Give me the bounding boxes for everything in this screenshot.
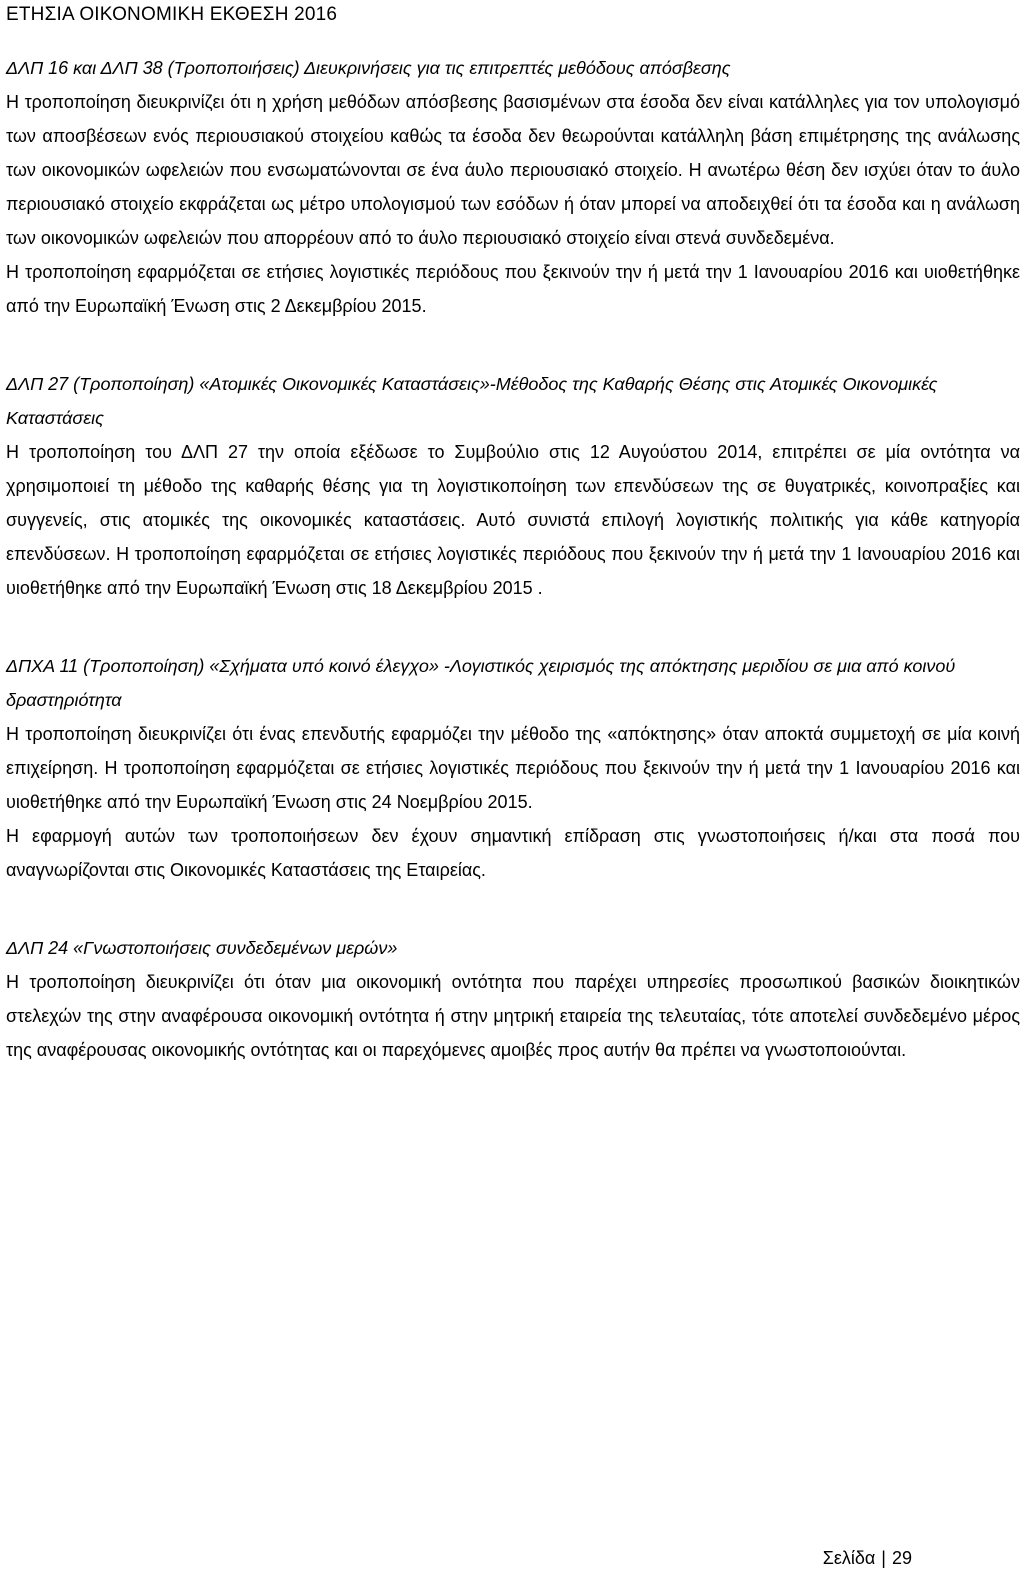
paragraph: Η εφαρμογή αυτών των τροποποιήσεων δεν έχουν σημαντική επίδραση στις γνωστοποιήσεις ή/και στα ποσά που αναγνωρίζονται στις Οικονομικές Καταστάσεις της Εταιρείας. (6, 826, 1020, 880)
section-ias27 (6, 367, 1020, 605)
page-label: Σελίδα (822, 1548, 876, 1568)
section-heading: ΔΠΧΑ 11 (Τροποποίηση) «Σχήματα υπό κοινό έλεγχο» -Λογιστικός χειρισμός της απόκτησης μεριδίου σε μια από κοινού δραστηριότητα (6, 656, 956, 710)
section-heading: ΔΛΠ 27 (Τροποποίηση) «Ατομικές Οικονομικές Καταστάσεις»-Μέθοδος της Καθαρής Θέσης στις Ατομικές Οικονομικές Καταστάσεις (6, 374, 938, 428)
section-heading: ΔΛΠ 24 «Γνωστοποιήσεις συνδεδεμένων μερών» (6, 938, 398, 958)
page-number-value: 29 (891, 1548, 912, 1568)
section-ifrs11 (6, 649, 1020, 887)
section-ias16-ias38 (6, 51, 1020, 323)
paragraph: Η τροποποίηση διευκρινίζει ότι η χρήση μεθόδων απόσβεσης βασισμένων στα έσοδα δεν είναι κατάλληλες για τον υπολογισμό των αποσβέσεων ενός περιουσιακού στοιχείου καθώς τα έσοδα δεν θεωρούνται κατάλληλη βάση επιμέτρησης της ανάλωσης των οικονομικών ωφελειών που ενσωματώνονται σε ένα άυλο περιουσιακό στοιχείο. Η ανωτέρω θέση δεν ισχύει όταν το άυλο περιουσιακό στοιχείο εκφράζεται ως μέτρο υπολογισμού των εσόδων ή όταν μπορεί να αποδειχθεί ότι τα έσοδα και η ανάλωση των οικονομικών ωφελειών που απορρέουν από το άυλο περιουσιακό στοιχείο είναι στενά συνδεδεμένα. (6, 92, 1020, 248)
paragraph: Η τροποποίηση διευκρινίζει ότι όταν μια οικονομική οντότητα που παρέχει υπηρεσίες προσωπικού βασικών διοικητικών στελεχών της στην αναφέρουσα οικονομική οντότητα ή στην μητρική εταιρεία της τελευταίας, τότε αποτελεί συνδεδεμένο μέρος της αναφέρουσας οικονομικής οντότητας και οι παρεχόμενες αμοιβές προς αυτήν θα πρέπει να γνωστοποιούνται. (6, 972, 1020, 1060)
page-number (823, 1548, 912, 1569)
section-ias24 (6, 931, 1020, 1067)
section-heading: ΔΛΠ 16 και ΔΛΠ 38 (Τροποποιήσεις) Διευκρινήσεις για τις επιτρεπτές μεθόδους απόσβεσης (6, 58, 731, 78)
paragraph: Η τροποποίηση εφαρμόζεται σε ετήσιες λογιστικές περιόδους που ξεκινούν την ή μετά την 1 Ιανουαρίου 2016 και υιοθετήθηκε από την Ευρωπαϊκή Ένωση στις 2 Δεκεμβρίου 2015. (6, 262, 1020, 316)
page-header: ΕΤΗΣΙΑ ΟΙΚΟΝΟΜΙΚΗ ΕΚΘΕΣΗ 2016 (6, 4, 338, 25)
page-separator: | (881, 1548, 886, 1568)
paragraph: Η τροποποίηση του ΔΛΠ 27 την οποία εξέδωσε το Συμβούλιο στις 12 Αυγούστου 2014, επιτρέπει σε μία οντότητα να χρησιμοποιεί τη μέθοδο της καθαρής θέσης για τη λογιστικοποίηση των επενδύσεων της σε θυγατρικές, κοινοπραξίες και συγγενείς, στις ατομικές της οικονομικές καταστάσεις. Αυτό συνιστά επιλογή λογιστικής πολιτικής για κάθε κατηγορία επενδύσεων. Η τροποποίηση εφαρμόζεται σε ετήσιες λογιστικές περιόδους που ξεκινούν την ή μετά την 1 Ιανουαρίου 2016 και υιοθετήθηκε από την Ευρωπαϊκή Ένωση στις 18 Δεκεμβρίου 2015 . (6, 442, 1020, 598)
paragraph: Η τροποποίηση διευκρινίζει ότι ένας επενδυτής εφαρμόζει την μέθοδο της «απόκτησης» όταν αποκτά συμμετοχή σε μία κοινή επιχείρηση. Η τροποποίηση εφαρμόζεται σε ετήσιες λογιστικές περιόδους που ξεκινούν την ή μετά την 1 Ιανουαρίου 2016 και υιοθετήθηκε από την Ευρωπαϊκή Ένωση στις 24 Νοεμβρίου 2015. (6, 724, 1020, 812)
document-body (6, 51, 1020, 1111)
